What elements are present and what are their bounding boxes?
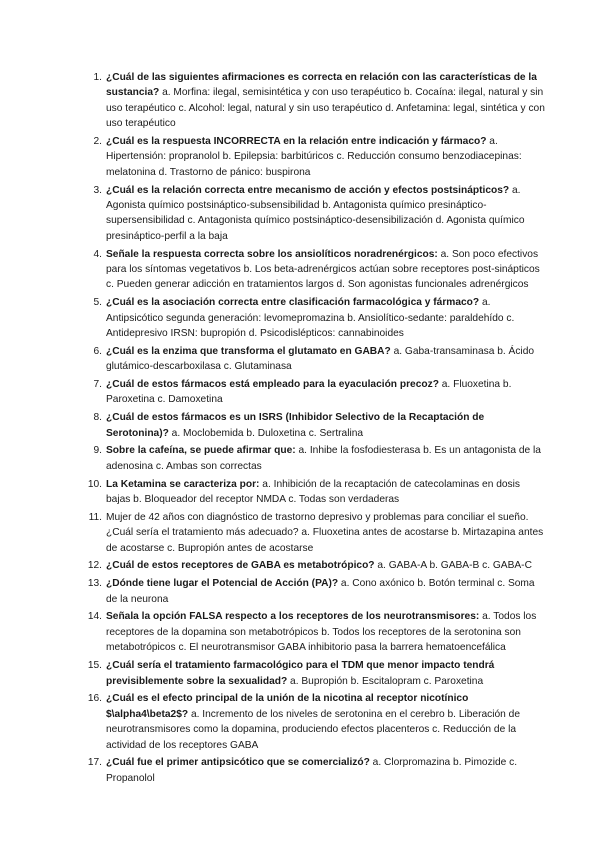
question-options: a. Todos los receptores de la dopamina son metabotrópicos b. Todos los receptores de la serotonina son metabotrópicos c. El neurotransmisor GABA inhibitorio pasa la barrera hematoencefálica bbox=[106, 611, 537, 654]
question-number: 5. bbox=[93, 297, 102, 309]
question-stem: ¿Cuál fue el primer antipsicótico que se comercializó? bbox=[106, 757, 370, 769]
question-text bbox=[106, 755, 546, 786]
question-item bbox=[84, 344, 546, 375]
question-stem: Señala la opción FALSA respecto a los receptores de los neurotransmisores: bbox=[106, 611, 480, 623]
question-stem: Mujer de 42 años con diagnóstico de trastorno depresivo y problemas para conciliar el sueño. ¿Cuál sería el tratamiento más adecuado? bbox=[106, 511, 529, 539]
question-item bbox=[84, 755, 546, 786]
question-text bbox=[106, 247, 546, 293]
question-item bbox=[84, 443, 546, 474]
question-item bbox=[84, 410, 546, 441]
question-options: a. Fluoxetina antes de acostarse b. Mirtazapina antes de acostarse c. Bupropión antes de acostarse bbox=[106, 527, 544, 554]
question-text bbox=[106, 295, 546, 341]
question-number: 14. bbox=[87, 611, 102, 623]
question-stem: ¿Cuál es la respuesta INCORRECTA en la relación entre indicación y fármaco? bbox=[106, 136, 487, 148]
question-number: 11. bbox=[88, 511, 102, 523]
question-number: 15. bbox=[87, 660, 102, 672]
question-item bbox=[84, 576, 546, 607]
question-number: 17. bbox=[87, 757, 102, 769]
question-text bbox=[106, 658, 546, 689]
question-stem: ¿Dónde tiene lugar el Potencial de Acción (PA)? bbox=[106, 578, 339, 590]
question-stem: ¿Cuál es la relación correcta entre mecanismo de acción y efectos postsinápticos? bbox=[106, 184, 510, 196]
question-text bbox=[106, 576, 546, 607]
question-item bbox=[84, 295, 546, 341]
question-options: a. Hipertensión: propranolol b. Epilepsia: barbitúricos c. Reducción consumo benzodiacepinas: melatonina d. Trastorno de pánico: buspirona bbox=[106, 136, 522, 178]
question-number: 2. bbox=[93, 136, 102, 148]
question-stem: ¿Cuál es la asociación correcta entre clasificación farmacológica y fármaco? bbox=[106, 297, 480, 309]
question-item bbox=[84, 247, 546, 293]
question-options: a. Cono axónico b. Botón terminal c. Soma de la neurona bbox=[106, 578, 535, 605]
question-stem: ¿Cuál de estos receptores de GABA es metabotrópico? bbox=[106, 560, 375, 572]
question-item bbox=[84, 691, 546, 753]
question-text bbox=[106, 134, 546, 180]
question-options: a. Bupropión b. Escitalopram c. Paroxetina bbox=[290, 675, 484, 687]
question-item bbox=[84, 609, 546, 655]
question-item bbox=[84, 183, 546, 245]
question-number: 9. bbox=[93, 445, 102, 457]
question-text bbox=[106, 477, 546, 508]
question-stem: La Ketamina se caracteriza por: bbox=[106, 478, 260, 490]
question-text bbox=[106, 558, 546, 573]
question-stem: ¿Cuál es el efecto principal de la unión de la nicotina al receptor nicotínico $\alpha4\beta2$? bbox=[106, 693, 469, 720]
question-options: a. Clorpromazina b. Pimozide c. Propanolol bbox=[106, 757, 518, 784]
question-number: 10. bbox=[87, 478, 102, 490]
question-options: a. GABA-A b. GABA-B c. GABA-C bbox=[377, 560, 532, 572]
question-options: a. Inhibe la fosfodiesterasa b. Es un antagonista de la adenosina c. Ambas son correctas bbox=[106, 445, 541, 472]
question-stem: ¿Cuál de estos fármacos está empleado para la eyaculación precoz? bbox=[106, 379, 439, 391]
question-number: 6. bbox=[93, 345, 102, 357]
question-text bbox=[106, 609, 546, 655]
question-options: a. Incremento de los niveles de serotonina en el cerebro b. Liberación de neurotransmisores como la dopamina, produciendo efectos placenteros c. Reducción de la actividad de los receptores GABA bbox=[106, 708, 520, 751]
question-item bbox=[84, 558, 546, 573]
question-number: 1. bbox=[93, 72, 102, 83]
question-number: 7. bbox=[93, 379, 102, 391]
question-text bbox=[106, 344, 546, 375]
question-options: a. Agonista químico postsináptico-subsensibilidad b. Antagonista químico presináptico-supersensibilidad c. Antagonista químico postsináptico-desensibilización d. Agonista químico presináptico-perfil a la baja bbox=[106, 184, 525, 242]
question-item bbox=[84, 70, 546, 132]
question-number: 13. bbox=[87, 578, 102, 590]
question-options: a. Gaba-transaminasa b. Ácido glutámico-descarboxilasa c. Glutaminasa bbox=[106, 345, 535, 373]
question-options: a. Moclobemida b. Duloxetina c. Sertralina bbox=[171, 427, 364, 439]
question-stem: ¿Cuál es la enzima que transforma el glutamato en GABA? bbox=[106, 345, 391, 357]
question-item bbox=[84, 377, 546, 408]
question-item bbox=[84, 134, 546, 180]
question-text bbox=[106, 691, 546, 753]
question-item bbox=[84, 477, 546, 508]
question-text bbox=[106, 377, 546, 408]
question-text bbox=[106, 410, 546, 441]
question-options: a. Son poco efectivos para los síntomas vegetativos b. Los beta-adrenérgicos actúan sobre receptores post-sinápticos c. Pueden generar adicción en tratamientos largos d. Son agonistas funcionales adrenérgicos bbox=[106, 248, 540, 291]
question-item bbox=[84, 658, 546, 689]
question-stem: Señale la respuesta correcta sobre los ansiolíticos noradrenérgicos: bbox=[106, 248, 438, 260]
question-item bbox=[84, 510, 546, 556]
question-number: 8. bbox=[93, 412, 102, 424]
question-text bbox=[106, 510, 546, 556]
question-number: 16. bbox=[87, 693, 102, 705]
question-text bbox=[106, 183, 546, 245]
question-options: a. Inhibición de la recaptación de catecolaminas en dosis bajas b. Bloqueador del receptor NMDA c. Todas son verdaderas bbox=[106, 478, 520, 506]
question-number: 4. bbox=[93, 248, 102, 260]
question-stem: ¿Cuál sería el tratamiento farmacológico para el TDM que menor impacto tendrá previsiblemente sobre la sexualidad? bbox=[106, 660, 495, 687]
question-text bbox=[106, 443, 546, 474]
question-number: 12. bbox=[87, 560, 102, 572]
question-options: a. Fluoxetina b. Paroxetina c. Damoxetina bbox=[106, 379, 512, 406]
question-text bbox=[106, 70, 546, 132]
question-stem: Sobre la cafeína, se puede afirmar que: bbox=[106, 445, 296, 457]
question-list bbox=[84, 70, 546, 789]
question-options: a. Antipsicótico segunda generación: levomepromazina b. Ansiolítico-sedante: paraldehído c. Antidepresivo IRSN: bupropión d. Psicodislépticos: cannabinoides bbox=[106, 297, 515, 340]
question-options: a. Morfina: ilegal, semisintética y con uso terapéutico b. Cocaína: ilegal, natural y sin uso terapéutico c. Alcohol: legal, natural y sin uso terapéutico d. Anfetamina: legal, sintética y con uso terapéutico bbox=[106, 87, 545, 130]
question-number: 3. bbox=[93, 184, 102, 196]
question-stem: ¿Cuál de las siguientes afirmaciones es correcta en relación con las características de la sustancia? bbox=[106, 72, 537, 99]
question-stem: ¿Cuál de estos fármacos es un ISRS (Inhibidor Selectivo de la Recaptación de Serotonina)? bbox=[106, 412, 485, 439]
